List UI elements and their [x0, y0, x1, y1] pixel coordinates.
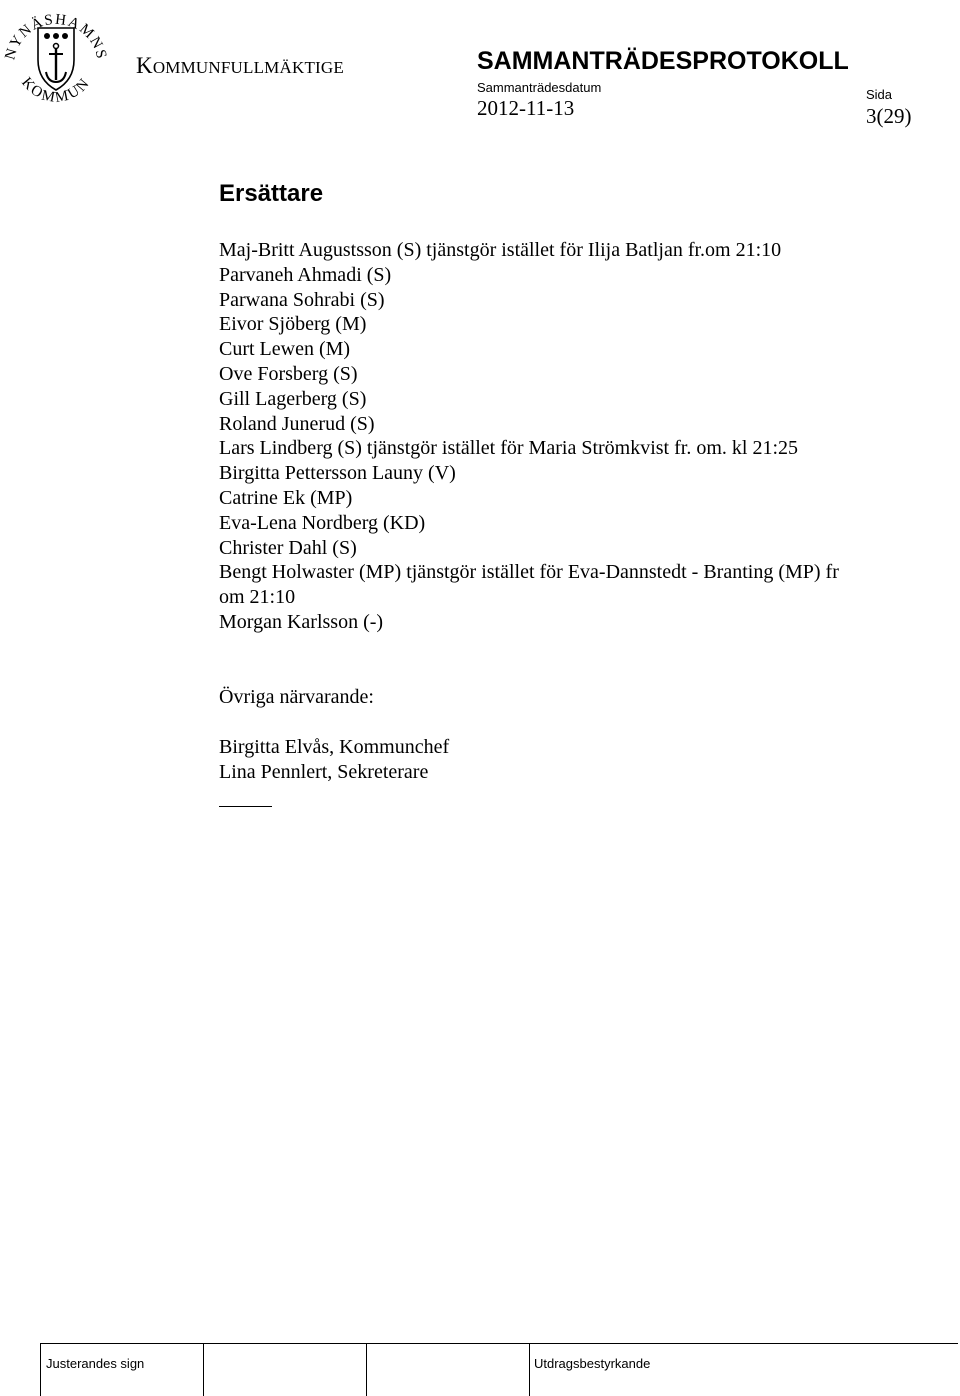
list-item: Maj-Britt Augustsson (S) tjänstgör istället för Ilija Batljan fr.om 21:10	[219, 239, 782, 261]
svg-text:KOMMUN: KOMMUN	[18, 74, 94, 107]
footer-cell	[529, 1344, 530, 1396]
list-item: Lina Pennlert, Sekreterare	[219, 760, 429, 783]
meeting-date-label: Sammanträdesdatum	[477, 80, 602, 95]
list-item: Birgitta Elvås, Kommunchef	[219, 736, 450, 758]
meeting-date-value: 2012-11-13	[477, 96, 575, 120]
list-item: Morgan Karlsson (-)	[219, 610, 384, 633]
others-present-heading: Övriga närvarande:	[219, 686, 374, 708]
list-item: Curt Lewen (M)	[219, 338, 351, 361]
municipality-seal-icon	[0, 0, 112, 112]
list-item: Eva-Lena Nordberg (KD)	[219, 511, 426, 534]
list-item: Parwana Sohrabi (S)	[219, 288, 385, 311]
list-item: om 21:10	[219, 586, 296, 609]
footer-cell	[203, 1344, 204, 1396]
organization-name: KOMMUNFULLMÄKTIGE	[136, 53, 344, 78]
end-divider	[219, 806, 272, 807]
page-number: 3(29)	[866, 104, 912, 128]
adjuster-sign-label: Justerandes sign	[46, 1356, 145, 1371]
page-label: Sida	[866, 87, 893, 102]
list-item: Bengt Holwaster (MP) tjänstgör istället för Eva-Dannstedt - Branting (MP) fr	[219, 561, 839, 584]
list-item: Ove Forsberg (S)	[219, 362, 358, 385]
list-item: Catrine Ek (MP)	[219, 486, 353, 509]
section-heading: Ersättare	[219, 180, 324, 207]
footer-signature-table	[40, 1343, 958, 1396]
list-item: Parvaneh Ahmadi (S)	[219, 263, 392, 286]
substitutes-list	[219, 238, 919, 635]
footer-cell	[40, 1344, 41, 1396]
svg-text:NYNÄSHAMNS: NYNÄSHAMNS	[2, 11, 110, 62]
extract-certification-label: Utdragsbestyrkande	[534, 1356, 651, 1371]
list-item: Lars Lindberg (S) tjänstgör istället för Maria Strömkvist fr. om. kl 21:25	[219, 437, 798, 460]
list-item: Roland Junerud (S)	[219, 412, 375, 435]
list-item: Eivor Sjöberg (M)	[219, 313, 367, 336]
list-item: Gill Lagerberg (S)	[219, 387, 367, 410]
list-item: Christer Dahl (S)	[219, 536, 357, 559]
footer-cell	[366, 1344, 367, 1396]
list-item: Birgitta Pettersson Launy (V)	[219, 462, 456, 485]
municipality-logo	[0, 0, 112, 112]
document-title: SAMMANTRÄDESPROTOKOLL	[477, 47, 849, 75]
others-present-list	[219, 735, 449, 785]
